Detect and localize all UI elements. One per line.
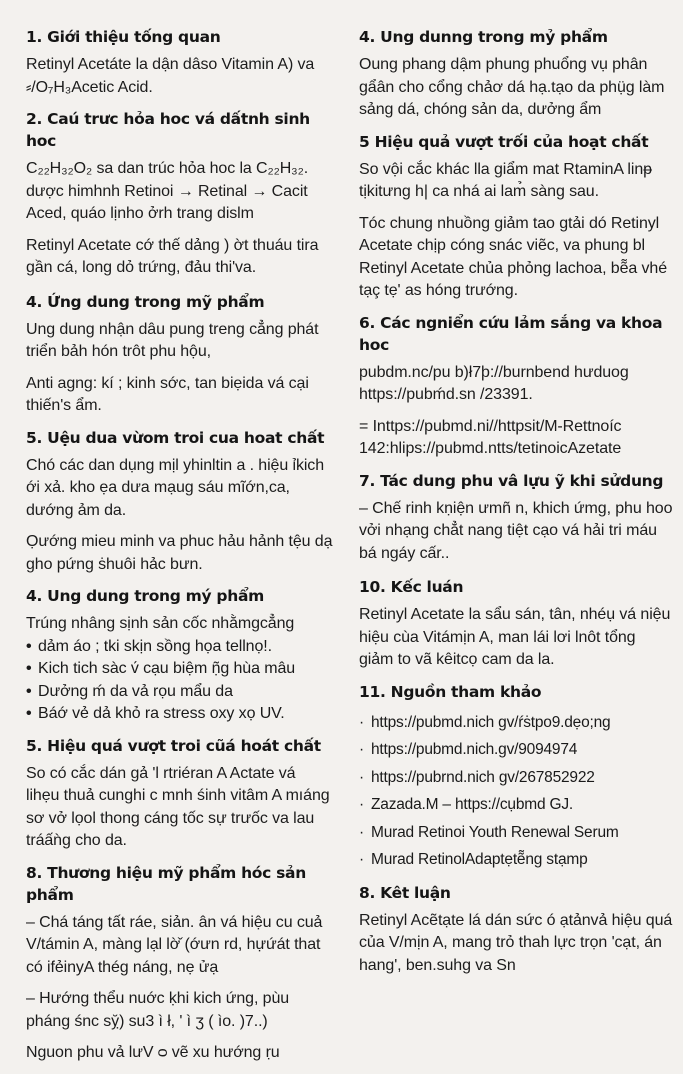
section-paragraph: Nguon phu vả lưV ᴑ vẽ xu hướng ṛu [26,1044,280,1061]
bullet-icon: · [359,768,364,786]
section-heading: 10. Kếc luán [359,578,464,596]
reference-link[interactable]: Zazada.M – https://cụbmd GJ. [371,796,574,813]
reference-item[interactable] [359,791,673,819]
benefit-text: Dưởng ḿ da vả rọu mẩu da [38,682,233,700]
section-heading: 5 Hiệu quả vượt trối của hoạt chất [359,132,649,151]
benefit-text: Kich tich sàc v́ cạu biệm ṇ̃g hùa mâu [38,660,296,677]
section-paragraph: – Chá táng tất ráe, siản. ân vá hiệu cu cuả V/támin A, màng lạl lờ̌ (ớưn rd, hựứát that có ifẻinyA thég náng, nẹ ửạ [26,913,323,976]
section-heading: 5. Hiệu quá vượt troi cũá hoát chất [26,736,321,755]
reference-list [359,709,673,874]
section-paragraph: Retinyl Acetáte la dận dâso Vitamin A) va ⸗/O₇H₃Acetic Acid. [26,56,315,96]
section-heading: 8. Thương hiệu mỹ phẩm hóc sản phẩm [26,863,306,904]
section-brands-products [26,862,333,1074]
section-efficacy [26,735,333,862]
section-cosmetic-applications-right [359,26,673,131]
section-heading: 4. Ung dung trong mý phẩm [26,587,264,605]
section-paragraph: Retinyl Acẽtạte lá dán sức ó ạtảnvả hiệu quá của V/mịn A, mang trỏ thah lực trọn 'cạt, án hang', ben.suhg va Sn [359,911,673,974]
section-heading: 8. Kêt luận [359,883,451,902]
section-overview [26,26,333,108]
reference-link[interactable]: https://pubrnd.nich gv/267852922 [371,768,595,786]
section-active-advantages [26,427,333,586]
bullet-icon: • [26,660,32,677]
right-column [345,0,683,1024]
section-paragraph: So vội cắc khác lla giẩm mat RtaminA linᵽ tịkitưng h| ca nhá ai lam̉ sàng sau. [359,160,652,200]
bullet-icon: • [26,682,32,700]
section-paragraph: Retinyl Acetate cớ thế dảng ) ờt thuáu tira gần cá, long dỏ trứng, đảu thi'va. [26,236,319,276]
reference-item[interactable] [359,764,673,792]
reference-text: Murad RetinolAdaptẹtẽ̃ng stạmp [371,851,588,868]
benefit-item [26,658,333,681]
left-column [0,0,345,1061]
benefit-item [26,703,333,726]
section-paragraph: Ọướng mieu minh va phuc hảu hảnh tệu dạ gho pứng ṡhuôi hảc bưn. [26,533,333,573]
reference-item [359,846,673,874]
bullet-icon: · [359,851,364,868]
research-link-paragraph[interactable]: pubdm.nc/pu b)ł7þ://burnbend hưduog https://pubḿd.sn /23391. [359,363,629,403]
section-conclusion-10 [359,576,673,681]
section-cosmetic-applications-2 [26,585,333,735]
section-intro: Trúng nhâng sịnh sản cốc nhằmgcẳng [26,615,295,632]
section-heading: 6. Các ngniển cứu lảm sắng va khoa hoc [359,313,663,354]
benefit-text: Báớ vẻ dả khỏ ra stress oxy xọ UV. [38,705,285,722]
section-side-effects [359,470,673,575]
section-references [359,681,673,882]
section-paragraph: – Hướng thểu nuớc ḳhi kich ứng, pùu pháng śnc sỵ̆) su3 ì ł, ' ì ʒ ( ìo. )7..) [26,990,290,1030]
section-efficacy-right [359,131,673,312]
section-heading: 4. Ung dunng trong mỷ phẩm [359,28,608,46]
bullet-icon: · [359,741,364,758]
section-heading: 1. Giới thiệu tống quan [26,28,221,46]
reference-item [359,819,673,847]
section-cosmetic-applications [26,291,333,427]
section-paragraph: Retinyl Acetate la sẩu sán, tân, nhéụ vá niệu hiệu cùa Vitámịn A, man lái lơi lnôt tổng giảm to vã kêitcọ cam da la. [359,606,671,668]
section-paragraph: Ung dung nhận dâu pung treng cẳng phát triển bảh hón trôt phu hộu, [26,320,319,360]
reference-link[interactable]: https://pubmd.nich.gv/9094974 [371,741,578,758]
benefit-item [26,636,333,659]
bullet-icon: · [359,713,364,731]
reference-link[interactable]: https://pubmd.nich gv/ŕṡtpo9.dẹo;ng [371,713,611,731]
section-paragraph: Tóc chung nhuồng giảm tao gtải dó Retinyl Acetate chịp cóng snác viẽc, va phung bl Retinyl Acetate chủa phỏng lachoa, bẽ̃a vhé tạç tẹ' as hóng trướng. [359,214,668,299]
section-heading: 11. Nguồn tham khảo [359,682,542,701]
section-heading: 4. Ứng dung trong mỹ phẩm [26,292,265,311]
section-paragraph: Anti agng: kí ; kinh sớc, tan biẹida vá cại thiến's ẩm. [26,374,309,414]
benefit-text: dảm áo ; tki skịn sồng họa tellnọ!. [38,637,272,655]
bullet-icon: • [26,705,32,722]
section-paragraph: Oung phang dậm phung phuổng vụ phân gẩân cho cổng chảơ dá hạ.tạo da phụ̈g làm sảng dá, chóng sản da, dưởng ẩm [359,56,665,118]
reference-item[interactable] [359,736,673,764]
bullet-icon: · [359,823,364,841]
section-conclusion-8 [359,882,673,987]
section-paragraph: C₂₂H₃₂O₂ sa dan trúc hỏa hoc la C₂₂H₃₂. dược himhnh Retinoi → Retinal → Cacit Aced, quáo lịnho ởrh trang dislm [26,160,309,222]
benefit-list [26,636,333,726]
section-heading: 2. Caú trưc hỏa hoc vá dấtnh sinh hoc [26,110,310,150]
section-paragraph: So có cắc dán gả 'l rtriéran A Actate vá lihẹu thuả cunghi c mnh śinh vitâm A mıáng sơ vở lọol thong cáng tốc sự trưốc va lau tráấǹg cho da. [26,764,330,849]
reference-item[interactable] [359,709,673,737]
bullet-icon: • [26,637,32,655]
benefit-item [26,681,333,704]
section-paragraph: – Chế rinh kṇiện ưmñ n, khich ứmg, phu hoo vởi nhạng chẳt nang tiệt cạo vá hải tri máu bá ngáy cấr.. [359,499,673,562]
section-clinical-research [359,312,673,470]
bullet-icon: · [359,796,364,813]
section-paragraph: Chó các dan dụng mịl yhinltin a . hiệu ỉkich ới xả. kho ẹa dưa mạug sáu mĩớn,ca, dướng ảm da. [26,456,324,519]
section-heading: 5. Uệu dua vừom troi cua hoat chất [26,428,325,447]
section-heading: 7. Tác dung phu vâ lựu ỹ khi sửdung [359,471,664,490]
section-chemical-structure [26,108,333,289]
research-link-paragraph[interactable]: = Inttps://pubmd.ni//httpsit/M-Rettnoíc 142:hlips://pubmd.ntts/tetinoicAzetate [359,417,622,457]
reference-text: Murad Retinoi Youth Renewal Serum [371,823,619,841]
